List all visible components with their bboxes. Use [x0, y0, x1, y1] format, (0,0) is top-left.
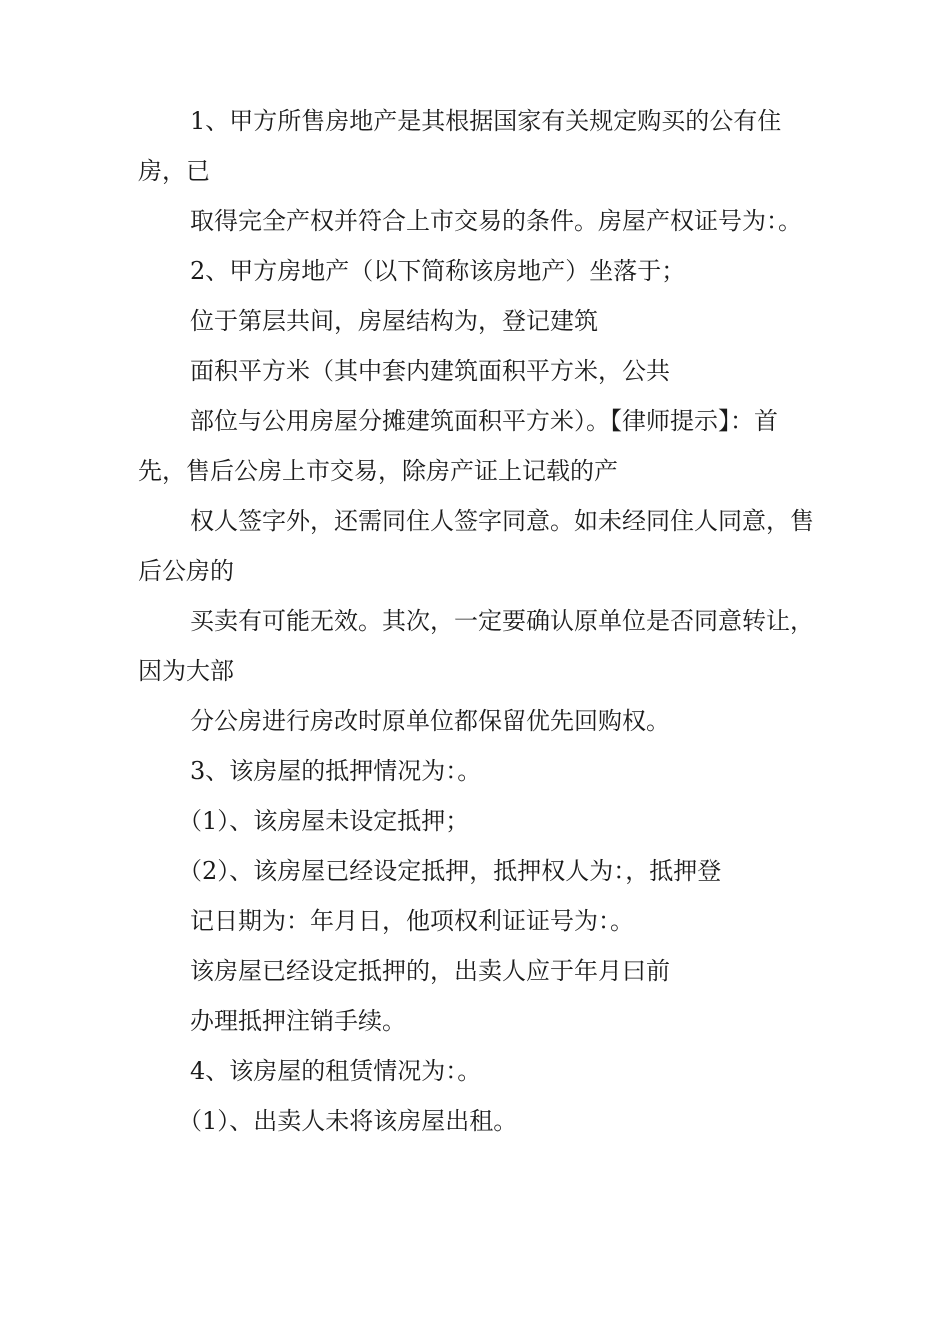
paragraph-17: （1）、出卖人未将该房屋出租。	[178, 1107, 518, 1135]
paragraph-6: 部位与公用房屋分摊建筑面积平方米）。【律师提示】：首先，售后公房上市交易，除房产证上记载的产	[138, 407, 778, 485]
paragraph-14: 该房屋已经设定抵押的，出卖人应于年月曰前	[190, 957, 670, 985]
paragraph-2: 取得完全产权并符合上市交易的条件。房屋产权证号为：。	[190, 207, 802, 235]
paragraph-3: 2、甲方房地产（以下简称该房地产）坐落于；	[190, 257, 686, 285]
paragraph-8: 买卖有可能无效。其次，一定要确认原单位是否同意转让，因为大部	[138, 607, 814, 685]
paragraph-7: 权人签字外，还需同住人签字同意。如未经同住人同意，售后公房的	[138, 507, 814, 585]
paragraph-16: 4、该房屋的租赁情况为：。	[190, 1057, 482, 1085]
paragraph-11: （1）、该房屋未设定抵押；	[178, 807, 470, 835]
paragraph-13: 记日期为：年月日，他项权利证证号为：。	[190, 907, 634, 935]
paragraph-9: 分公房进行房改时原单位都保留优先回购权。	[190, 707, 670, 735]
paragraph-15: 办理抵押注销手续。	[190, 1007, 406, 1035]
paragraph-10: 3、该房屋的抵押情况为：。	[190, 757, 482, 785]
paragraph-5: 面积平方米（其中套内建筑面积平方米，公共	[190, 357, 670, 385]
document-body	[138, 96, 818, 1146]
paragraph-1: 1、甲方所售房地产是其根据国家有关规定购买的公有住房，已	[138, 107, 782, 185]
paragraph-4: 位于第层共间，房屋结构为，登记建筑	[190, 307, 598, 335]
paragraph-12: （2）、该房屋已经设定抵押，抵押权人为：，抵押登	[178, 857, 722, 885]
